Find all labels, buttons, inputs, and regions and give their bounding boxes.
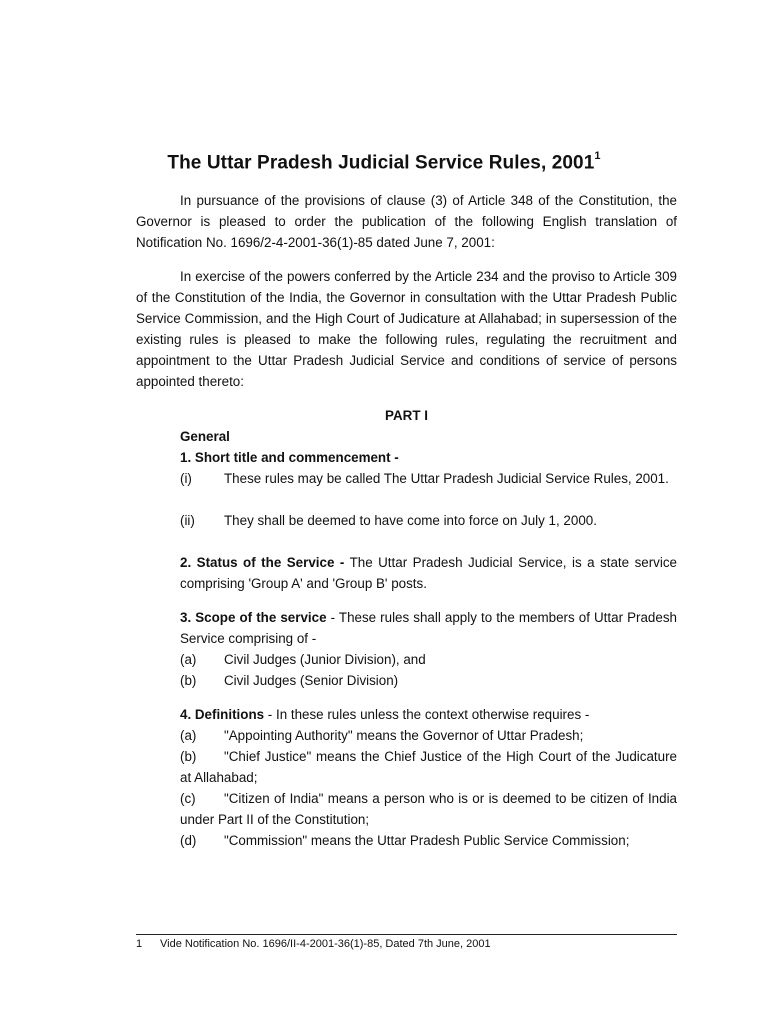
section-1-item-i (180, 468, 677, 489)
item-text: "Chief Justice" means the Chief Justice of the High Court of the Judicature at Allahabad; (180, 749, 677, 785)
section-4-item-c (180, 788, 677, 830)
item-text: Civil Judges (Senior Division) (224, 673, 399, 688)
section-2 (180, 552, 677, 594)
section-2-text: The Uttar Pradesh Judicial Service, is a state service comprising 'Group A' and 'Group B' posts. (180, 555, 677, 591)
footnote-text: Vide Notification No. 1696/II-4-2001-36(1)-85, Dated 7th June, 2001 (160, 938, 491, 950)
item-label: (i) (180, 471, 192, 486)
section-1-item-ii (180, 510, 677, 531)
item-text: "Citizen of India" means a person who is or is deemed to be citizen of India under Part II of the Constitution; (180, 791, 677, 827)
item-label: (ii) (180, 513, 195, 528)
item-text: "Commission" means the Uttar Pradesh Public Service Commission; (224, 833, 630, 848)
section-3 (180, 607, 677, 649)
section-4 (180, 704, 677, 725)
section-2-heading: 2. Status of the Service - (180, 555, 345, 570)
paragraph-enactment: In exercise of the powers conferred by the Article 234 and the proviso to Article 309 of the Constitution of the India, the Governor in consultation with the Uttar Pradesh Public Service Commission, and the High Court of Judicature at Allahabad; in supersession of the existing rules is pleased to make the following rules, regulating the recruitment and appointment to the Uttar Pradesh Judicial Service and conditions of service of persons appointed thereto: (136, 269, 677, 389)
section-4-text: - In these rules unless the context otherwise requires - (264, 707, 590, 722)
item-text: These rules may be called The Uttar Pradesh Judicial Service Rules, 2001. (224, 471, 669, 486)
section-3-item-b (180, 670, 677, 691)
section-3-text: - These rules shall apply to the members of Uttar Pradesh Service comprising of - (180, 610, 677, 646)
paragraph-preamble: In pursuance of the provisions of clause (3) of Article 348 of the Constitution, the Governor is pleased to order the publication of the following English translation of Notification No. 1696/2-4-2001-36(1)-85 dated June 7, 2001: (136, 193, 677, 250)
section-3-heading: 3. Scope of the service (180, 610, 327, 625)
item-label: (b) (180, 749, 197, 764)
item-text: They shall be deemed to have come into force on July 1, 2000. (224, 513, 597, 528)
title-footnote-mark: 1 (594, 150, 601, 162)
section-1-heading: 1. Short title and commencement - (180, 450, 399, 465)
item-text: Civil Judges (Junior Division), and (224, 652, 426, 667)
document-body (136, 190, 677, 851)
general-heading: General (180, 429, 230, 444)
page-title: The Uttar Pradesh Judicial Service Rules, 2001$^1$ (167, 150, 601, 174)
item-label: (a) (180, 652, 197, 667)
item-label: (b) (180, 673, 197, 688)
item-label: (c) (180, 791, 196, 806)
item-text: "Appointing Authority" means the Governor of Uttar Pradesh; (224, 728, 584, 743)
section-4-item-d (180, 830, 677, 851)
section-4-item-a (180, 725, 677, 746)
item-label: (a) (180, 728, 197, 743)
part-heading: PART I (385, 408, 428, 423)
footnote-divider (136, 934, 677, 935)
section-4-item-b (180, 746, 677, 788)
footnote-number: 1 (136, 938, 143, 950)
section-4-heading: 4. Definitions (180, 707, 265, 722)
item-label: (d) (180, 833, 197, 848)
footnote (136, 937, 491, 951)
section-3-item-a (180, 649, 677, 670)
